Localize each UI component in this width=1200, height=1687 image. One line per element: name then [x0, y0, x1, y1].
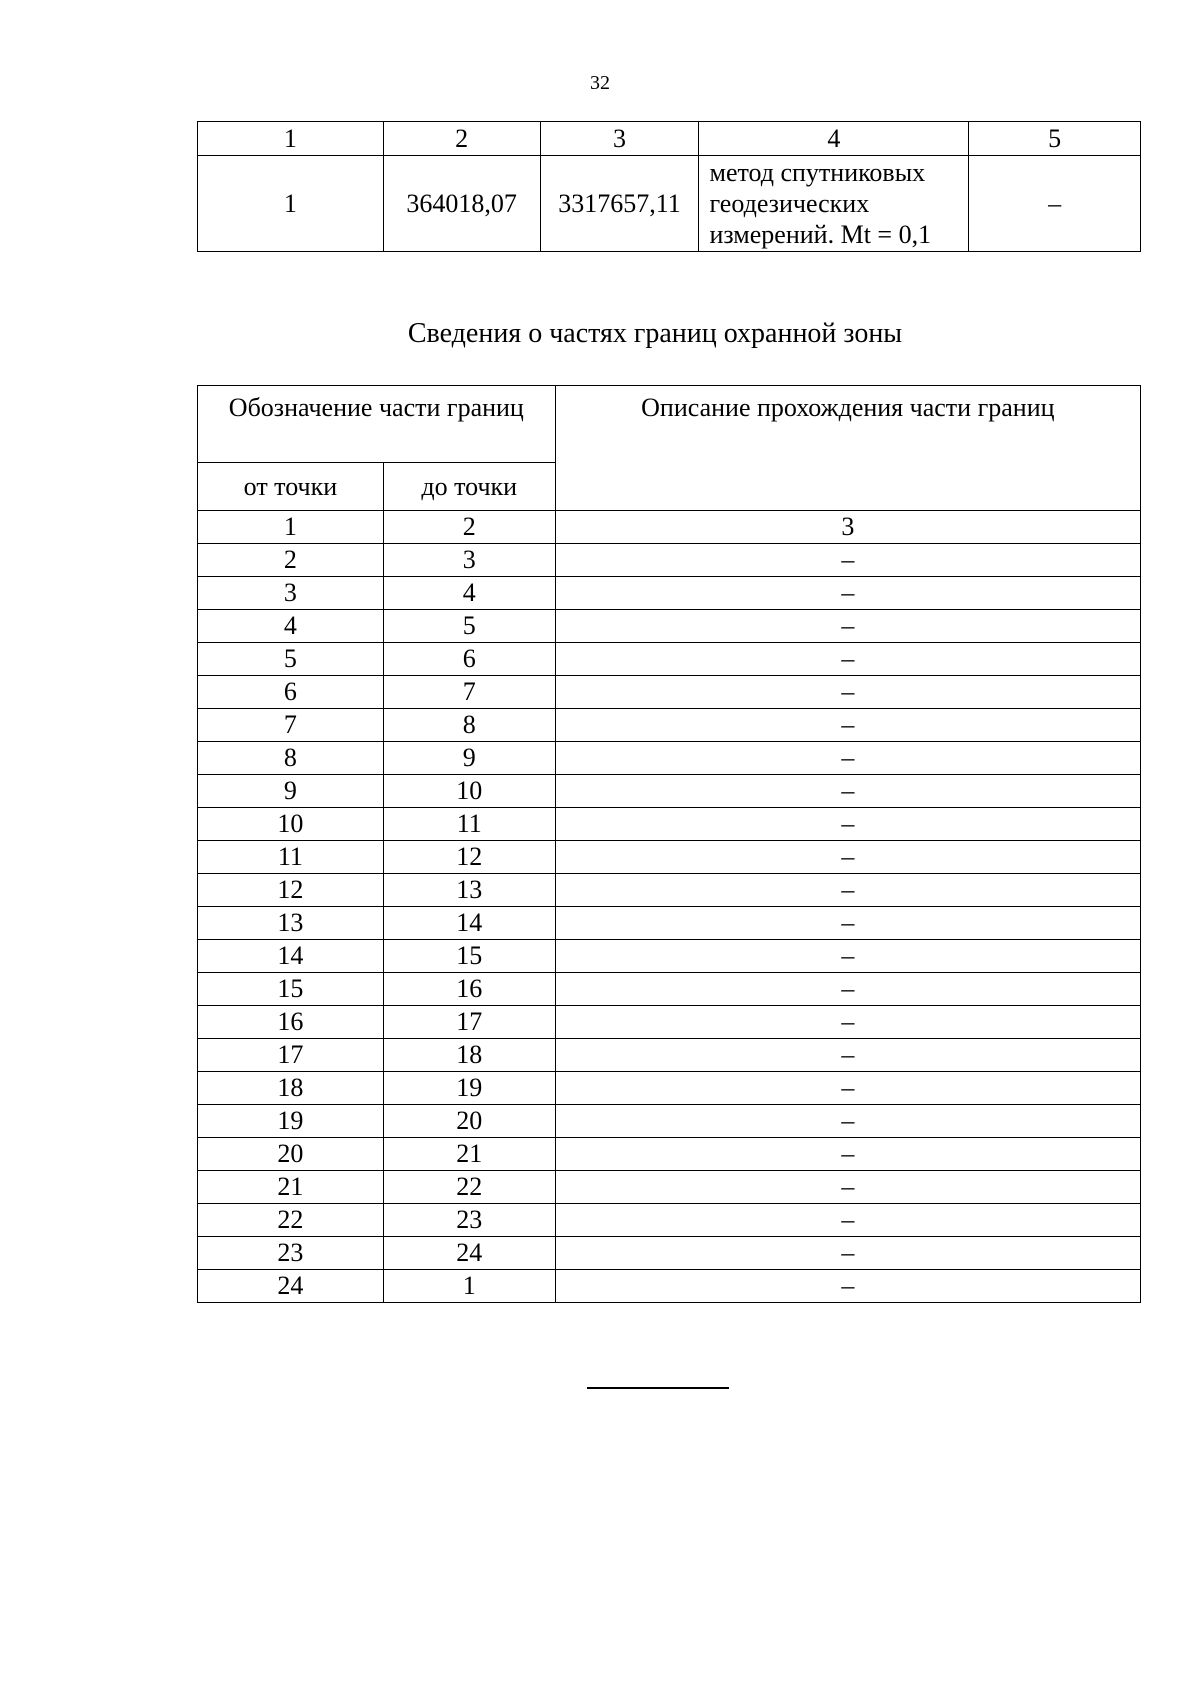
from-point-cell: 21 [198, 1171, 384, 1204]
end-separator-line [587, 1387, 729, 1389]
col-header-5: 5 [969, 122, 1141, 156]
column-number-2: 2 [383, 511, 555, 544]
column-numbers-row [198, 511, 1141, 544]
table-row [198, 1006, 1141, 1039]
to-point-cell: 9 [383, 742, 555, 775]
method-line-2: геодезических [709, 189, 870, 218]
col-header-1: 1 [198, 122, 384, 156]
table-row [198, 643, 1141, 676]
from-point-cell: 4 [198, 610, 384, 643]
coordinates-header-row [198, 122, 1141, 156]
table-row [198, 973, 1141, 1006]
boundary-parts-table [197, 385, 1141, 1303]
to-point-cell: 5 [383, 610, 555, 643]
from-point-cell: 24 [198, 1270, 384, 1303]
description-cell: – [555, 775, 1140, 808]
header-row-1 [198, 386, 1141, 463]
to-point-cell: 22 [383, 1171, 555, 1204]
method-line-1: метод спутниковых [709, 158, 926, 187]
table-row [198, 156, 1141, 252]
table-row [198, 808, 1141, 841]
from-point-cell: 16 [198, 1006, 384, 1039]
description-cell: – [555, 1138, 1140, 1171]
table-row [198, 907, 1141, 940]
table-row [198, 676, 1141, 709]
description-cell: – [969, 156, 1141, 252]
from-point-cell: 5 [198, 643, 384, 676]
from-point-cell: 10 [198, 808, 384, 841]
from-point-cell: 3 [198, 577, 384, 610]
column-number-3: 3 [555, 511, 1140, 544]
description-cell: – [555, 1006, 1140, 1039]
page-number: 32 [590, 72, 610, 94]
table-row [198, 1171, 1141, 1204]
from-point-cell: 22 [198, 1204, 384, 1237]
to-point-cell: 23 [383, 1204, 555, 1237]
description-cell: – [555, 874, 1140, 907]
col-header-2: 2 [383, 122, 540, 156]
description-cell: – [555, 1171, 1140, 1204]
from-point-cell: 15 [198, 973, 384, 1006]
section-title: Сведения о частях границ охранной зоны [407, 318, 903, 349]
header-description: Описание прохождения части границ [555, 386, 1140, 511]
method-line-3: измерений. Mt = 0,1 [709, 220, 932, 249]
to-point-cell: 10 [383, 775, 555, 808]
table-row [198, 775, 1141, 808]
table-row [198, 577, 1141, 610]
description-cell: – [555, 808, 1140, 841]
from-point-cell: 9 [198, 775, 384, 808]
to-point-cell: 14 [383, 907, 555, 940]
to-point-cell: 13 [383, 874, 555, 907]
header-boundary-part: Обозначение части границ [198, 386, 556, 463]
table-row [198, 940, 1141, 973]
description-cell: – [555, 1270, 1140, 1303]
to-point-cell: 15 [383, 940, 555, 973]
table-row [198, 610, 1141, 643]
from-point-cell: 19 [198, 1105, 384, 1138]
table-row [198, 1204, 1141, 1237]
to-point-cell: 4 [383, 577, 555, 610]
col-header-4: 4 [699, 122, 969, 156]
from-point-cell: 13 [198, 907, 384, 940]
from-point-cell: 23 [198, 1237, 384, 1270]
to-point-cell: 19 [383, 1072, 555, 1105]
to-point-cell: 18 [383, 1039, 555, 1072]
description-cell: – [555, 1237, 1140, 1270]
description-cell: – [555, 577, 1140, 610]
table-row [198, 1270, 1141, 1303]
coordinates-table [197, 121, 1141, 252]
to-point-cell: 11 [383, 808, 555, 841]
description-cell: – [555, 742, 1140, 775]
description-cell: – [555, 610, 1140, 643]
col-header-3: 3 [540, 122, 699, 156]
coordinate-x: 364018,07 [383, 156, 540, 252]
header-from-point: от точки [198, 463, 384, 511]
table-row [198, 1237, 1141, 1270]
from-point-cell: 20 [198, 1138, 384, 1171]
table-row [198, 1138, 1141, 1171]
table-row [198, 1039, 1141, 1072]
table-row [198, 1072, 1141, 1105]
to-point-cell: 24 [383, 1237, 555, 1270]
to-point-cell: 21 [383, 1138, 555, 1171]
from-point-cell: 6 [198, 676, 384, 709]
table-row [198, 1105, 1141, 1138]
to-point-cell: 20 [383, 1105, 555, 1138]
to-point-cell: 16 [383, 973, 555, 1006]
description-cell: – [555, 544, 1140, 577]
description-cell: – [555, 907, 1140, 940]
description-cell: – [555, 1105, 1140, 1138]
from-point-cell: 18 [198, 1072, 384, 1105]
description-cell: – [555, 940, 1140, 973]
description-cell: – [555, 1072, 1140, 1105]
description-cell: – [555, 676, 1140, 709]
boundary-parts-body [198, 544, 1141, 1303]
from-point-cell: 7 [198, 709, 384, 742]
to-point-cell: 6 [383, 643, 555, 676]
from-point-cell: 14 [198, 940, 384, 973]
point-number: 1 [198, 156, 384, 252]
coordinate-y: 3317657,11 [540, 156, 699, 252]
to-point-cell: 1 [383, 1270, 555, 1303]
from-point-cell: 8 [198, 742, 384, 775]
table-row [198, 874, 1141, 907]
from-point-cell: 11 [198, 841, 384, 874]
to-point-cell: 8 [383, 709, 555, 742]
to-point-cell: 3 [383, 544, 555, 577]
from-point-cell: 12 [198, 874, 384, 907]
from-point-cell: 17 [198, 1039, 384, 1072]
description-cell: – [555, 973, 1140, 1006]
table-row [198, 742, 1141, 775]
table-row [198, 709, 1141, 742]
to-point-cell: 7 [383, 676, 555, 709]
to-point-cell: 17 [383, 1006, 555, 1039]
description-cell: – [555, 643, 1140, 676]
method-cell [699, 156, 969, 252]
table-row [198, 841, 1141, 874]
description-cell: – [555, 841, 1140, 874]
table-row [198, 544, 1141, 577]
column-number-1: 1 [198, 511, 384, 544]
description-cell: – [555, 709, 1140, 742]
description-cell: – [555, 1204, 1140, 1237]
to-point-cell: 12 [383, 841, 555, 874]
header-to-point: до точки [383, 463, 555, 511]
from-point-cell: 2 [198, 544, 384, 577]
description-cell: – [555, 1039, 1140, 1072]
